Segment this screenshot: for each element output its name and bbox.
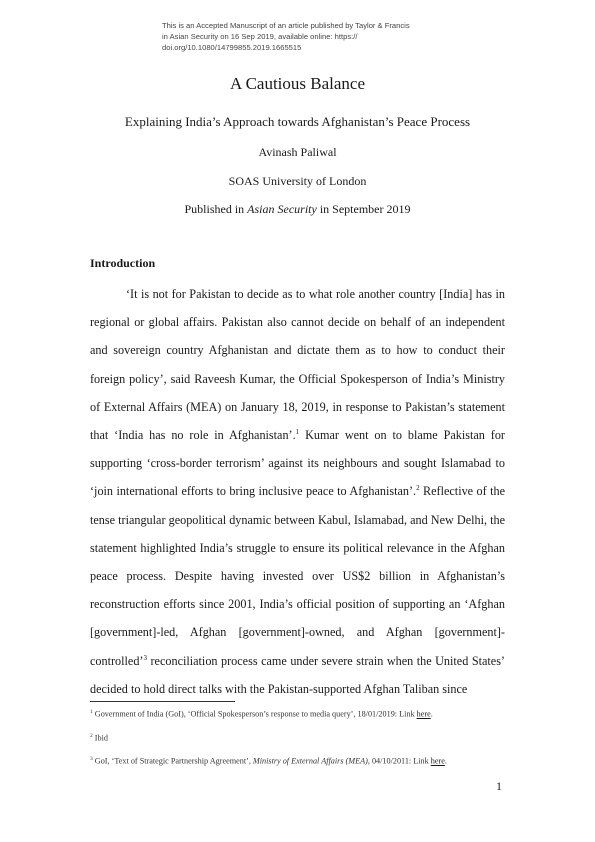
paper-title: A Cautious Balance <box>229 74 366 93</box>
header-note-line-3: doi.org/10.1080/14799855.2019.1665515 <box>162 43 302 52</box>
publication-line <box>0 202 595 217</box>
header-note-line-2: in Asian Security on 16 Sep 2019, available online: https:// <box>162 32 358 41</box>
footnote-1 <box>90 706 510 721</box>
footnote-link[interactable]: here <box>416 709 431 719</box>
footnotes <box>90 706 510 777</box>
paragraph-part-4: reconciliation process came under severe strain when the United States’ decided to hold direct talks with the Pakistan-supported Afghan Taliban since <box>90 653 505 696</box>
footnote-text: Ibid <box>92 733 108 743</box>
header-note-line-1: This is an Accepted Manuscript of an article published by Taylor & Francis <box>162 21 410 30</box>
manuscript-header-note <box>162 20 462 53</box>
footnote-mark: 1 <box>90 709 93 715</box>
footnote-ref-1[interactable]: 1 <box>295 427 300 436</box>
page-number: 1 <box>496 779 502 793</box>
footnote-text: GoI, ‘Text of Strategic Partnership Agreement’, <box>92 757 253 767</box>
paper-subtitle: Explaining India’s Approach towards Afghanistan’s Peace Process <box>124 114 471 129</box>
footnote-source: Ministry of External Affairs (MEA) <box>252 757 368 767</box>
introduction-paragraph <box>90 280 505 703</box>
footnote-end: . <box>430 709 433 719</box>
footnote-text: Government of India (GoI), ‘Official Spokesperson’s response to media query’, 18/01/2019: Link <box>92 709 417 719</box>
footnote-separator <box>90 701 235 702</box>
author-name: Avinash Paliwal <box>258 145 337 159</box>
footnote-mark: 2 <box>90 732 93 739</box>
paragraph-part-1: ‘It is not for Pakistan to decide as to what role another country [India] has in regional or global affairs. Pakistan also cannot decide on behalf of an independent and sovereign country Afghanistan and dictate them as to how to conduct their foreign policy’, said Raveesh Kumar, the Official Spokesperson of India’s Ministry of External Affairs (MEA) on January 18, 2019, in response to Pakistan’s statement that ‘India has no role in Afghanistan’. <box>90 287 505 443</box>
author-affiliation: SOAS University of London <box>228 174 367 188</box>
footnote-text-2: , 04/10/2011: Link <box>367 757 431 767</box>
footnote-3 <box>90 753 510 768</box>
journal-name: Asian Security <box>247 202 317 216</box>
footnote-ref-3[interactable]: 3 <box>143 653 147 662</box>
paragraph-part-3: Reflective of the tense triangular geopolitical dynamic between Kabul, Islamabad, and New Delhi, the statement highlighted India’s struggle to ensure its political relevance in the Afghan peace process. Despite having invested over US$2 billion in Afghanistan’s reconstruction efforts since 2001, India’s official position of supporting an ‘Afghan [government]-led, Afghan [government]-owned, and Afghan [government]-controlled’ <box>90 484 505 668</box>
footnote-ref-2[interactable]: 2 <box>416 484 420 493</box>
publication-suffix: in September 2019 <box>316 202 411 216</box>
footnote-link[interactable]: here <box>430 757 445 767</box>
footnote-2 <box>90 730 510 745</box>
footnote-end: . <box>444 757 447 767</box>
publication-prefix: Published in <box>184 202 248 216</box>
footnote-mark: 3 <box>90 756 93 763</box>
section-heading: Introduction <box>90 256 156 270</box>
paragraph-part-2: Kumar went on to blame Pakistan for supporting ‘cross-border terrorism’ against its neighbours and sought Islamabad to ‘join international efforts to bring inclusive peace to Afghanistan’. <box>90 428 505 499</box>
